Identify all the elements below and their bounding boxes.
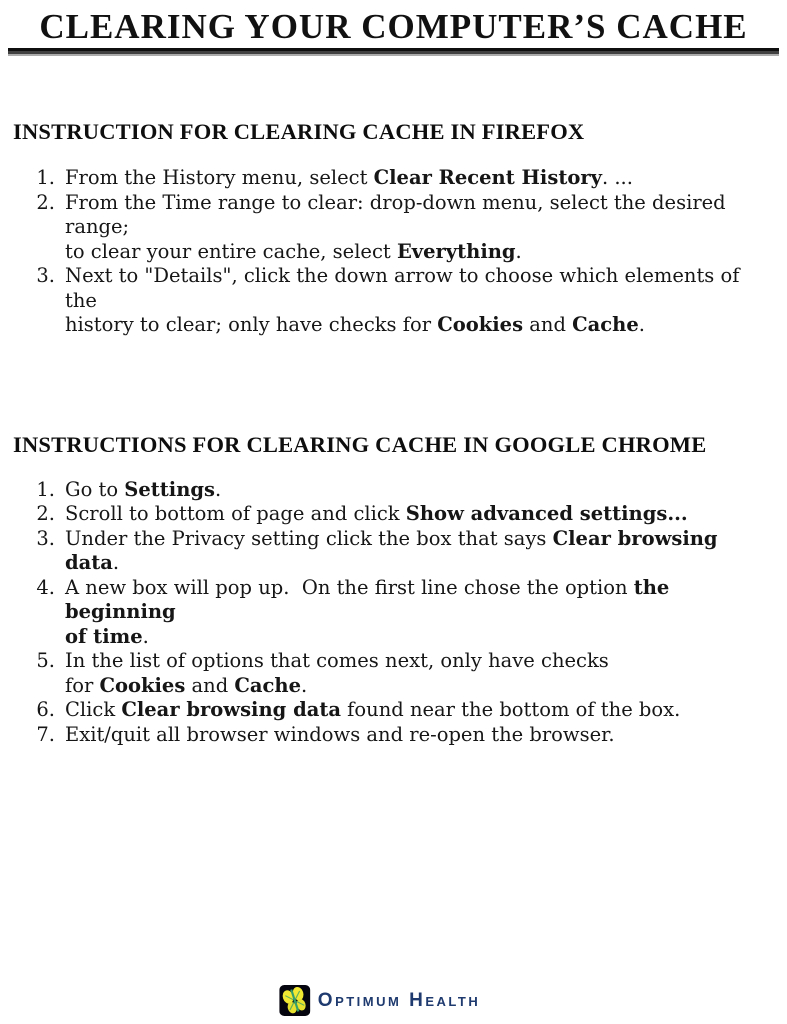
item-number: 1.	[36, 166, 55, 189]
item-text: Go to Settings.	[65, 477, 222, 501]
instruction-item	[13, 502, 777, 527]
item-text: From the History menu, select Clear Recent History. ...	[65, 166, 633, 189]
item-number: 2.	[36, 502, 55, 525]
item-number: 1.	[36, 477, 55, 501]
item-text: Under the Privacy setting click the box that says Clear browsing data.	[65, 526, 718, 574]
item-text: A new box will pop up. On the first line chose the option the beginning of time.	[65, 575, 670, 648]
item-text: Scroll to bottom of page and click Show advanced settings...	[65, 502, 688, 525]
item-number: 5.	[36, 649, 55, 672]
instruction-item	[13, 723, 777, 748]
instruction-item	[13, 698, 777, 723]
item-text: Exit/quit all browser windows and re-open the browser.	[65, 722, 615, 746]
instruction-item	[13, 527, 777, 576]
instruction-list-chrome	[13, 478, 777, 748]
item-text: In the list of options that comes next, only have checks for Cookies and Cache.	[65, 649, 609, 697]
butterfly-icon	[279, 985, 310, 1016]
section-firefox	[0, 119, 787, 338]
title-rule	[8, 48, 779, 56]
section-chrome	[0, 432, 787, 748]
footer-logo	[279, 985, 480, 1016]
item-number: 7.	[36, 722, 55, 746]
instruction-item	[13, 166, 777, 191]
instruction-list-firefox	[13, 166, 777, 338]
instruction-item	[13, 264, 777, 338]
instruction-item	[13, 191, 777, 265]
page-title: CLEARING YOUR COMPUTER’S CACHE	[39, 7, 748, 46]
instruction-item	[13, 478, 777, 503]
item-text: Next to "Details", click the down arrow to choose which elements of the history to clear; only have checks for Cookies and Cache.	[65, 264, 740, 336]
document-header	[0, 6, 787, 56]
item-number: 2.	[36, 190, 55, 214]
item-text: Click Clear browsing data found near the bottom of the box.	[65, 698, 681, 721]
item-number: 4.	[36, 575, 55, 599]
item-number: 6.	[36, 698, 55, 721]
section-heading-firefox: INSTRUCTION FOR CLEARING CACHE IN FIREFOX	[13, 119, 585, 144]
instruction-item	[13, 576, 777, 650]
item-text: From the Time range to clear: drop-down menu, select the desired range; to clear your entire cache, select Everything.	[65, 190, 726, 263]
item-number: 3.	[36, 264, 55, 287]
logo-text: Optimum Health	[317, 989, 481, 1011]
section-heading-chrome: INSTRUCTIONS FOR CLEARING CACHE IN GOOGLE CHROME	[13, 431, 707, 457]
instruction-item	[13, 649, 777, 698]
item-number: 3.	[36, 526, 55, 550]
